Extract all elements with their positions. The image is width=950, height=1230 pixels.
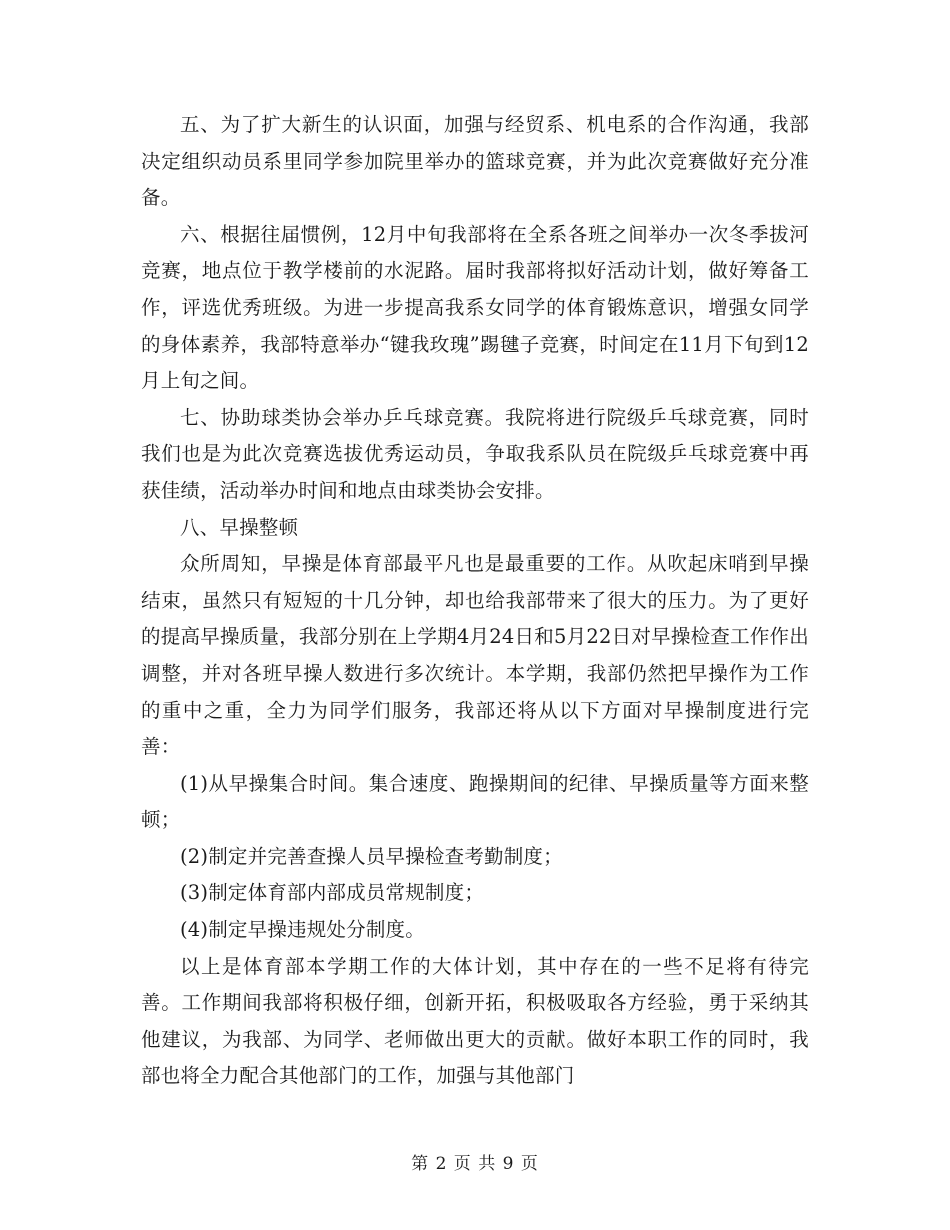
paragraph-item-5-basketball: 五、为了扩大新生的认识面，加强与经贸系、机电系的合作沟通，我部决定组织动员系里同学参加院里举办的篮球竞赛，并为此次竞赛做好充分准备。 bbox=[141, 113, 809, 210]
paragraph-item-6-tug-of-war: 六、根据往届惯例，12月中旬我部将在全系各班之间举办一次冬季拔河竞赛，地点位于教学楼前的水泥路。届时我部将拟好活动计划，做好筹备工作，评选优秀班级。为进一步提高我系女同学的体育锻炼意识，增强女同学的身体素养，我部特意举办“键我玫瑰”踢毽子竞赛，时间定在11月下旬到12月上旬之间。 bbox=[141, 222, 809, 393]
section-heading-morning-exercise: 八、早操整顿 bbox=[180, 515, 299, 539]
paragraph-item-7-table-tennis: 七、协助球类协会举办乒乓球竞赛。我院将进行院级乒乓球竞赛，同时我们也是为此次竞赛选拔优秀运动员，争取我系队员在院级乒乓球竞赛中再获佳绩，活动举办时间和地点由球类协会安排。 bbox=[141, 405, 809, 502]
paragraph-summary: 以上是体育部本学期工作的大体计划，其中存在的一些不足将有待完善。工作期间我部将积极仔细，创新开拓，积极吸取各方经验，勇于采纳其他建议，为我部、为同学、老师做出更大的贡献。做好本职工作的同时，我部也将全力配合其他部门的工作，加强与其他部门 bbox=[141, 954, 809, 1088]
paragraph-morning-exercise: 众所周知，早操是体育部最平凡也是最重要的工作。从吹起床哨到早操结束，虽然只有短短的十几分钟，却也给我部带来了很大的压力。为了更好的提高早操质量，我部分别在上学期4月24日和5月22日对早操检查工作作出调整，并对各班早操人数进行多次统计。本学期，我部仍然把早操作为工作的重中之重，全力为同学们服务，我部还将从以下方面对早操制度进行完善： bbox=[141, 552, 809, 759]
document-body bbox=[141, 107, 809, 1095]
list-item-4: (4)制定早操违规处分制度。 bbox=[180, 918, 425, 942]
list-item-1: (1)从早操集合时间。集合速度、跑操期间的纪律、早操质量等方面来整顿； bbox=[141, 771, 809, 832]
list-item-3: (3)制定体育部内部成员常规制度； bbox=[180, 881, 485, 905]
list-item-2: (2)制定并完善查操人员早操检查考勤制度； bbox=[180, 844, 563, 868]
page-number-footer: 第 2 页 共 9 页 bbox=[411, 1154, 539, 1174]
